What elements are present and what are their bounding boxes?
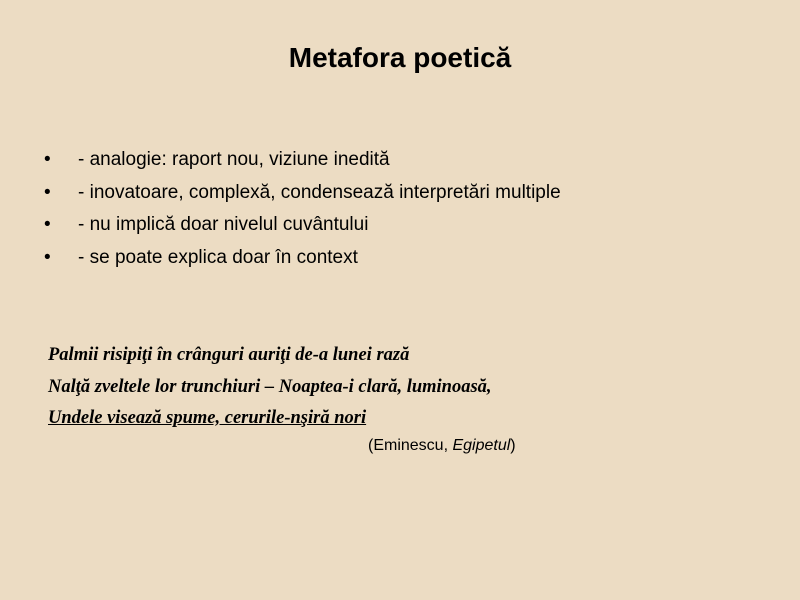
bullet-icon: •: [44, 214, 51, 235]
verse-line: Undele visează spume, cerurile-nşiră nori: [48, 408, 367, 428]
bullet-item: [44, 242, 561, 275]
citation-work: Egipetul: [452, 437, 511, 454]
citation-author: Eminescu,: [373, 437, 453, 454]
bullet-item: [44, 144, 561, 177]
bullet-item: [44, 177, 561, 210]
bullet-list: [44, 144, 561, 274]
bullet-text: - nu implică doar nivelul cuvântului: [78, 214, 369, 235]
bullet-icon: •: [44, 181, 51, 203]
slide-title: Metafora poetică: [288, 42, 512, 73]
poem-citation: [368, 435, 516, 457]
bullet-text: - inovatoare, complexă, condensează interpretări multiple: [78, 181, 561, 203]
verse-line: Nalţă zveltele lor trunchiuri – Noaptea-i clară, luminoasă,: [48, 376, 492, 397]
poem-excerpt: [48, 340, 492, 435]
verse-line: Palmii risipiţi în crânguri auriţi de-a lunei rază: [48, 345, 410, 365]
bullet-item: [44, 209, 561, 242]
citation-open: (: [368, 437, 374, 454]
citation-close: ): [510, 437, 516, 454]
bullet-text: - analogie: raport nou, viziune inedită: [78, 149, 390, 170]
bullet-icon: •: [44, 149, 51, 170]
bullet-icon: •: [44, 246, 51, 268]
bullet-text: - se poate explica doar în context: [78, 246, 358, 268]
